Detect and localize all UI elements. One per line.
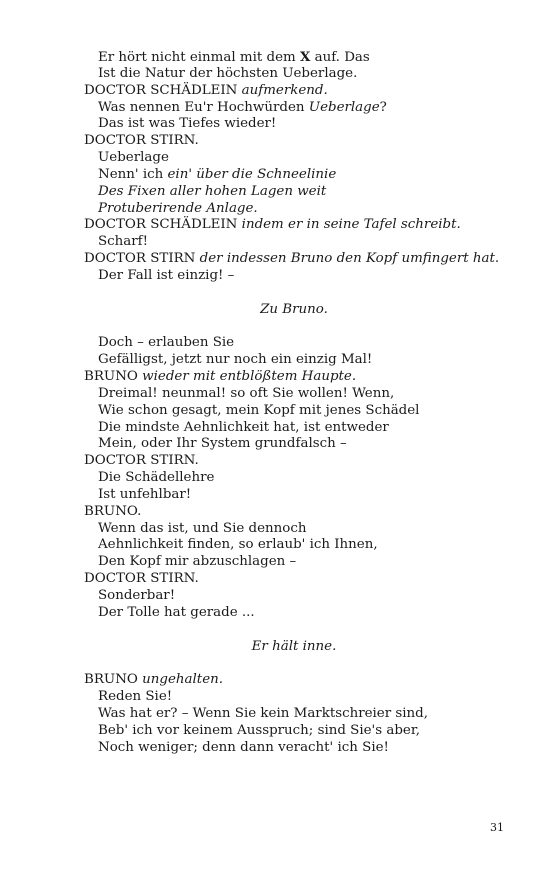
verse-line: Gefälligst, jetzt nur noch ein einzig Mal! <box>98 352 373 368</box>
verse-line <box>84 49 484 66</box>
verse-line: Aehnlichkeit finden, so erlaub' ich Ihnen, <box>98 537 378 553</box>
verse-line <box>84 167 484 184</box>
speaker-name: BRUNO <box>84 369 138 385</box>
speaker-line <box>84 369 484 386</box>
verse-line: Mein, oder Ihr System grundfalsch – <box>98 436 347 452</box>
stage-direction: wieder mit entblößtem Haupte. <box>142 369 357 385</box>
verse-line: Noch weniger; denn dann veracht' ich Sie! <box>98 739 389 755</box>
verse-line: Scharf! <box>98 234 149 250</box>
verse-line: Die Schädellehre <box>98 470 215 486</box>
verse-line: Wie schon gesagt, mein Kopf mit jenes Schädel <box>98 402 420 418</box>
speaker-name: DOCTOR STIRN. <box>84 133 199 149</box>
verse-line: Ist die Natur der höchsten Ueberlage. <box>98 65 358 81</box>
speaker-line <box>84 217 484 234</box>
bold-symbol: X <box>299 49 311 65</box>
emphasis: Ueberlage <box>308 99 380 115</box>
page-number: 31 <box>490 821 504 834</box>
speaker-name: DOCTOR SCHÄDLEIN <box>84 82 238 98</box>
verse-fragment: Nenn' ich <box>98 166 168 182</box>
speaker-line <box>84 251 500 268</box>
speaker-line <box>84 571 484 588</box>
blank-line <box>84 319 484 336</box>
blank-line <box>84 622 484 639</box>
verse-fragment: Was nennen Eu'r Hochwürden <box>98 99 309 115</box>
verse-line: Der Tolle hat gerade ... <box>98 604 255 620</box>
speaker-line <box>84 453 484 470</box>
speaker-line <box>84 672 484 689</box>
stage-direction: ungehalten. <box>142 672 223 688</box>
verse-line: Sonderbar! <box>98 588 176 603</box>
emphasis: ein' über die Schneelinie <box>167 166 337 182</box>
blank-line <box>84 285 484 302</box>
verse-line: Ist unfehlbar! <box>98 486 192 502</box>
stage-direction: der indessen Bruno den Kopf umfingert hat. <box>199 251 500 267</box>
verse-fragment: ? <box>379 99 387 115</box>
verse-line: Des Fixen aller hohen Lagen weit <box>98 183 327 199</box>
blank-line <box>84 655 484 672</box>
verse-line: Der Fall ist einzig! – <box>98 267 235 283</box>
stage-direction: Er hält inne. <box>251 638 337 654</box>
stage-direction: aufmerkend. <box>241 82 328 98</box>
verse-line: Reden Sie! <box>98 689 173 705</box>
speaker-line <box>84 504 484 521</box>
stage-direction: indem er in seine Tafel schreibt. <box>241 217 461 233</box>
stage-direction: Zu Bruno. <box>260 301 328 317</box>
verse-fragment: Er hört nicht einmal mit dem <box>98 50 300 65</box>
verse-line: Das ist was Tiefes wieder! <box>98 116 277 132</box>
play-text <box>84 49 500 756</box>
verse-line: Was hat er? – Wenn Sie kein Marktschreier sind, <box>98 705 428 721</box>
verse-line: Protuberirende Anlage. <box>98 200 258 216</box>
speaker-name: DOCTOR STIRN. <box>84 571 199 587</box>
verse-line: Die mindste Aehnlichkeit hat, ist entweder <box>98 419 389 435</box>
speaker-name: DOCTOR SCHÄDLEIN <box>84 217 238 233</box>
verse-line: Beb' ich vor keinem Ausspruch; sind Sie's aber, <box>98 722 421 738</box>
speaker-line <box>84 83 484 100</box>
speaker-name: BRUNO <box>84 672 138 688</box>
verse-line: Ueberlage <box>98 150 169 166</box>
speaker-line <box>84 133 484 150</box>
verse-fragment: auf. Das <box>310 50 370 65</box>
verse-line: Wenn das ist, und Sie dennoch <box>98 520 307 536</box>
verse-line: Den Kopf mir abzuschlagen – <box>98 554 297 570</box>
verse-line: Doch – erlauben Sie <box>98 335 235 351</box>
speaker-name: BRUNO. <box>84 503 142 519</box>
speaker-name: DOCTOR STIRN <box>84 251 196 267</box>
verse-line <box>84 100 484 117</box>
speaker-name: DOCTOR STIRN. <box>84 453 199 469</box>
verse-line: Dreimal! neunmal! so oft Sie wollen! Wenn, <box>98 385 395 401</box>
